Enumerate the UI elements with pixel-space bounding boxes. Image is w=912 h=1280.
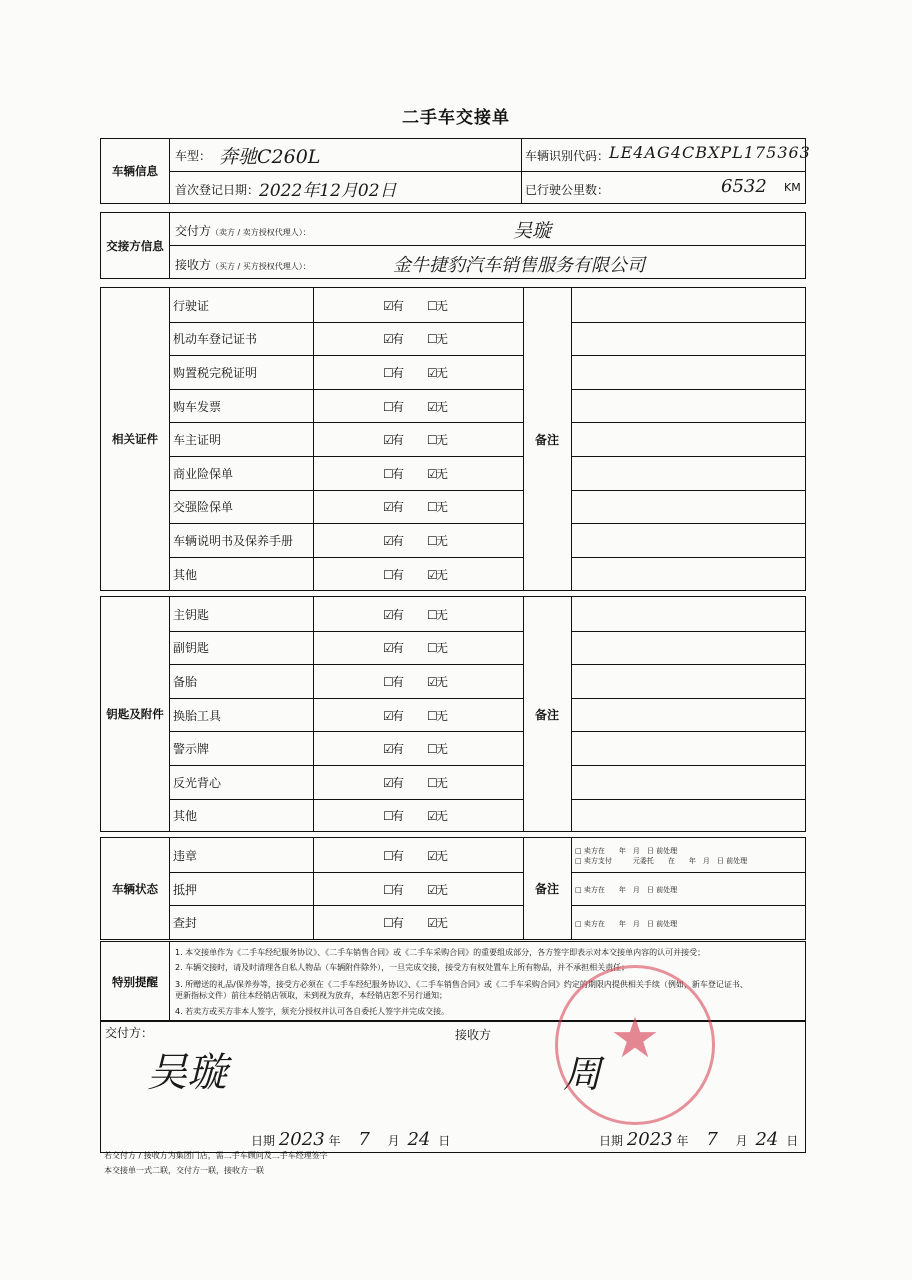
vin-label: 车辆识别代码： — [525, 149, 610, 163]
right-day-unit: 日 — [786, 1134, 799, 1148]
document-item-name: 交强险保单 — [173, 500, 234, 515]
checkbox-icon: ☐ — [427, 742, 438, 757]
checkbox-icon: ☑ — [383, 298, 394, 313]
key-no-checkbox[interactable] — [427, 606, 448, 623]
right-date — [599, 1129, 798, 1150]
row-divider — [169, 698, 523, 699]
deliverer-row — [175, 222, 311, 239]
row-divider — [169, 557, 523, 558]
checkbox-icon: ☑ — [383, 332, 394, 347]
vehicle-info-label: 车辆信息 — [101, 139, 170, 203]
no-label: 无 — [436, 708, 449, 723]
column-divider — [313, 838, 314, 939]
checkbox-icon: ☑ — [427, 882, 438, 897]
checkbox-icon: ☐ — [383, 675, 394, 689]
status-no-checkbox[interactable] — [427, 847, 448, 864]
remark-row-divider — [571, 765, 805, 766]
no-label: 无 — [436, 882, 449, 897]
checkbox-icon: ☑ — [383, 500, 394, 515]
remark-row-divider — [571, 664, 805, 665]
no-label: 无 — [436, 848, 449, 863]
document-yes-checkbox[interactable] — [383, 431, 404, 448]
checkbox-icon: ☐ — [427, 534, 438, 548]
key-no-checkbox[interactable] — [427, 807, 448, 824]
yes-label: 有 — [392, 809, 405, 824]
right-day: 24 — [755, 1129, 779, 1150]
page-title: 二手车交接单 — [402, 108, 510, 128]
row-divider — [169, 523, 523, 524]
yes-label: 有 — [392, 500, 405, 515]
checkbox-icon: ☑ — [383, 534, 394, 548]
remark-row-divider — [571, 631, 805, 632]
documents-label: 相关证件 — [101, 288, 170, 590]
column-divider — [571, 288, 572, 590]
yes-label: 有 — [392, 567, 405, 582]
row-divider — [169, 490, 523, 491]
receiver-label: 接收方 — [175, 258, 212, 272]
checkbox-icon: ☐ — [427, 500, 438, 515]
documents-section — [100, 287, 806, 591]
document-no-checkbox[interactable] — [427, 465, 448, 482]
document-item-name: 其他 — [173, 567, 198, 582]
receiver-sign-label: 接收方 — [455, 1028, 492, 1042]
yes-label: 有 — [392, 708, 405, 723]
special-label: 特别提醒 — [101, 942, 170, 1021]
right-month-unit: 月 — [735, 1134, 748, 1148]
vin-value: LE4AG4CBXPL175363 — [609, 143, 811, 162]
status-remark-3: □ 卖方在 年 月 日 前处理 — [575, 886, 678, 894]
column-divider — [571, 597, 572, 831]
checkbox-icon: ☑ — [383, 433, 394, 448]
yes-label: 有 — [392, 298, 405, 313]
key-item-name: 换胎工具 — [173, 708, 222, 723]
document-item-name: 购置税完税证明 — [173, 366, 258, 380]
yes-label: 有 — [392, 534, 405, 548]
document-yes-checkbox[interactable] — [383, 330, 404, 347]
key-item-name: 副钥匙 — [173, 641, 210, 656]
key-item-name: 主钥匙 — [173, 607, 210, 622]
left-date — [251, 1129, 450, 1150]
document-no-checkbox[interactable] — [427, 297, 448, 314]
special-line-4: 更新指标文件）前往本经销店领取，未到视为放弃，本经销店恕不另行通知； — [175, 991, 447, 1000]
keys-label: 钥匙及附件 — [101, 597, 170, 831]
row-divider — [169, 799, 523, 800]
mileage-value: 6532 — [721, 176, 767, 197]
row-divider — [169, 664, 523, 665]
deliverer-signature: 吴璇 — [147, 1050, 227, 1096]
document-yes-checkbox[interactable] — [383, 566, 404, 583]
remark-row-divider — [571, 698, 805, 699]
parties-label: 交接方信息 — [101, 213, 170, 278]
keys-section — [100, 596, 806, 832]
row-divider — [169, 355, 523, 356]
no-label: 无 — [436, 675, 449, 689]
checkbox-icon: ☐ — [427, 332, 438, 347]
yes-label: 有 — [392, 466, 405, 481]
row-divider — [169, 422, 523, 423]
key-no-checkbox[interactable] — [427, 740, 448, 757]
checkbox-icon: ☑ — [427, 366, 438, 380]
status-label: 车辆状态 — [101, 838, 170, 939]
key-yes-checkbox[interactable] — [383, 707, 404, 724]
yes-label: 有 — [392, 848, 405, 863]
row-divider — [169, 456, 523, 457]
keys-remarks-label: 备注 — [534, 707, 559, 722]
yes-label: 有 — [392, 433, 405, 448]
yes-label: 有 — [392, 882, 405, 897]
checkbox-icon: ☑ — [427, 675, 438, 689]
status-remarks-label: 备注 — [534, 882, 559, 896]
checkbox-icon: ☐ — [383, 567, 394, 582]
remark-row-divider — [571, 322, 805, 323]
documents-remarks-label: 备注 — [534, 432, 559, 447]
yes-label: 有 — [392, 366, 405, 380]
model-label: 车型： — [175, 149, 212, 163]
company-seal-stamp — [555, 965, 715, 1125]
checkbox-icon: ☐ — [427, 607, 438, 622]
left-date-label: 日期 — [251, 1134, 276, 1148]
key-no-checkbox[interactable] — [427, 707, 448, 724]
parties-section — [100, 212, 806, 279]
footer-line-1: 若交付方 / 接收方为集团门店，需二手车顾问及二手车经理签字 — [104, 1151, 328, 1160]
remark-row-divider — [571, 872, 805, 873]
column-divider — [571, 838, 572, 939]
document-no-checkbox[interactable] — [427, 498, 448, 515]
reg-date-value: 2022年12月02日 — [259, 181, 397, 201]
row-divider — [169, 245, 805, 246]
left-year-unit: 年 — [328, 1134, 341, 1148]
status-remark-1: □ 卖方在 年 月 日 前处理 — [575, 847, 678, 855]
checkbox-icon: ☐ — [427, 298, 438, 313]
remark-row-divider — [571, 905, 805, 906]
key-yes-checkbox[interactable] — [383, 673, 404, 690]
no-label: 无 — [436, 500, 449, 515]
special-line-2: 2. 车辆交接时，请及时清理各自私人物品（车辆附件除外），一旦完成交接，接受方有权处置车上所有物品，并不承担相关责任； — [175, 963, 630, 972]
checkbox-icon: ☐ — [427, 708, 438, 723]
no-label: 无 — [436, 399, 449, 414]
checkbox-icon: ☐ — [383, 882, 394, 897]
document-yes-checkbox[interactable] — [383, 398, 404, 415]
checkbox-icon: ☐ — [427, 775, 438, 790]
column-divider — [313, 288, 314, 590]
deliverer-sign-label: 交付方： — [105, 1026, 154, 1040]
remark-row-divider — [571, 490, 805, 491]
status-remark-4: □ 卖方在 年 月 日 前处理 — [575, 920, 678, 928]
row-divider — [169, 322, 523, 323]
deliverer-label: 交付方 — [175, 224, 212, 238]
left-year: 2023 — [278, 1129, 325, 1150]
document-item-name: 机动车登记证书 — [173, 332, 258, 347]
column-divider — [313, 597, 314, 831]
status-section — [100, 837, 806, 940]
yes-label: 有 — [392, 641, 405, 656]
deliverer-value: 吴璇 — [513, 220, 552, 242]
document-no-checkbox[interactable] — [427, 364, 448, 381]
special-line-5: 4. 若卖方或买方非本人签字，须充分授权并认可各自委托人签字并完成交接。 — [175, 1007, 450, 1016]
remark-row-divider — [571, 456, 805, 457]
status-item-name: 违章 — [173, 848, 198, 863]
key-no-checkbox[interactable] — [427, 673, 448, 690]
mileage-unit: KM — [784, 181, 801, 194]
document-item-name: 车辆说明书及保养手册 — [173, 534, 294, 548]
key-no-checkbox[interactable] — [427, 639, 448, 656]
document-no-checkbox[interactable] — [427, 330, 448, 347]
status-remark-2: □ 卖方支付 元委托 在 年 月 日 前处理 — [575, 857, 748, 865]
document-yes-checkbox[interactable] — [383, 465, 404, 482]
no-label: 无 — [436, 916, 449, 931]
document-no-checkbox[interactable] — [427, 431, 448, 448]
mileage-label: 已行驶公里数： — [525, 183, 610, 197]
remark-row-divider — [571, 731, 805, 732]
left-month-unit: 月 — [387, 1134, 400, 1148]
yes-label: 有 — [392, 399, 405, 414]
right-year: 2023 — [626, 1129, 673, 1150]
checkbox-icon: ☑ — [427, 916, 438, 931]
receiver-note: （买方 / 买方授权代理人）： — [211, 262, 311, 271]
receiver-signature: 周 — [563, 1052, 602, 1096]
right-month: 7 — [706, 1129, 718, 1150]
left-day-unit: 日 — [438, 1134, 451, 1148]
key-item-name: 其他 — [173, 809, 198, 824]
row-divider — [169, 171, 805, 172]
checkbox-icon: ☑ — [427, 848, 438, 863]
row-divider — [169, 731, 523, 732]
checkbox-icon: ☐ — [383, 399, 394, 414]
document-item-name: 购车发票 — [173, 399, 222, 414]
yes-label: 有 — [392, 916, 405, 931]
document-item-name: 行驶证 — [173, 298, 210, 313]
yes-label: 有 — [392, 607, 405, 622]
status-item-name: 抵押 — [173, 882, 198, 897]
remark-row-divider — [571, 799, 805, 800]
checkbox-icon: ☑ — [383, 742, 394, 757]
no-label: 无 — [436, 366, 449, 380]
checkbox-icon: ☑ — [383, 641, 394, 656]
checkbox-icon: ☑ — [427, 466, 438, 481]
no-label: 无 — [436, 641, 449, 656]
status-no-checkbox[interactable] — [427, 914, 448, 931]
row-divider — [169, 389, 523, 390]
row-divider — [169, 872, 523, 873]
checkbox-icon: ☐ — [383, 916, 394, 931]
left-month: 7 — [358, 1129, 370, 1150]
receiver-value: 金牛捷豹汽车销售服务有限公司 — [393, 255, 645, 276]
checkbox-icon: ☐ — [383, 466, 394, 481]
status-no-checkbox[interactable] — [427, 881, 448, 898]
no-label: 无 — [436, 332, 449, 347]
receiver-row — [175, 256, 311, 273]
seal-star-icon: ★ — [609, 1006, 661, 1071]
yes-label: 有 — [392, 742, 405, 757]
document-no-checkbox[interactable] — [427, 398, 448, 415]
remark-row-divider — [571, 523, 805, 524]
document-no-checkbox[interactable] — [427, 532, 448, 549]
key-item-name: 警示牌 — [173, 742, 210, 757]
checkbox-icon: ☑ — [383, 708, 394, 723]
document-yes-checkbox[interactable] — [383, 297, 404, 314]
checkbox-icon: ☐ — [383, 366, 394, 380]
no-label: 无 — [436, 809, 449, 824]
document-yes-checkbox[interactable] — [383, 498, 404, 515]
key-yes-checkbox[interactable] — [383, 807, 404, 824]
key-no-checkbox[interactable] — [427, 774, 448, 791]
model-value: 奔驰C260L — [219, 146, 321, 168]
right-date-label: 日期 — [599, 1134, 624, 1148]
checkbox-icon: ☑ — [383, 775, 394, 790]
deliverer-note: （卖方 / 卖方授权代理人）： — [211, 228, 311, 237]
status-yes-checkbox[interactable] — [383, 914, 404, 931]
yes-label: 有 — [392, 675, 405, 689]
footer-line-2: 本交接单一式二联，交付方一联，接收方一联 — [104, 1166, 264, 1175]
row-divider — [169, 905, 523, 906]
remark-row-divider — [571, 389, 805, 390]
checkbox-icon: ☐ — [383, 848, 394, 863]
special-line-1: 1. 本交接单作为《二手车经纪服务协议》、《二手车销售合同》或《二手车采购合同》的重要组成部分，各方签字即表示对本交接单内容的认可并接受； — [175, 948, 706, 957]
status-yes-checkbox[interactable] — [383, 847, 404, 864]
remark-row-divider — [571, 557, 805, 558]
no-label: 无 — [436, 775, 449, 790]
no-label: 无 — [436, 567, 449, 582]
key-yes-checkbox[interactable] — [383, 774, 404, 791]
remark-row-divider — [571, 355, 805, 356]
no-label: 无 — [436, 433, 449, 448]
right-year-unit: 年 — [676, 1134, 689, 1148]
column-divider — [521, 139, 522, 203]
row-divider — [169, 631, 523, 632]
yes-label: 有 — [392, 775, 405, 790]
key-item-name: 反光背心 — [173, 775, 222, 790]
key-yes-checkbox[interactable] — [383, 606, 404, 623]
key-yes-checkbox[interactable] — [383, 639, 404, 656]
document-item-name: 商业险保单 — [173, 466, 234, 481]
checkbox-icon: ☐ — [383, 809, 394, 824]
checkbox-icon: ☑ — [383, 607, 394, 622]
status-yes-checkbox[interactable] — [383, 881, 404, 898]
row-divider — [169, 765, 523, 766]
key-yes-checkbox[interactable] — [383, 740, 404, 757]
no-label: 无 — [436, 534, 449, 548]
checkbox-icon: ☐ — [427, 433, 438, 448]
yes-label: 有 — [392, 332, 405, 347]
special-line-3: 3. 所赠送的礼品/保养券等，接受方必须在《二手车经纪服务协议》、《二手车销售合同》或《二手车采购合同》约定的期限内提供相关手续（例如，新车登记证书、 — [175, 980, 748, 989]
document-yes-checkbox[interactable] — [383, 364, 404, 381]
no-label: 无 — [436, 298, 449, 313]
document-item-name: 车主证明 — [173, 433, 222, 448]
document-yes-checkbox[interactable] — [383, 532, 404, 549]
left-day: 24 — [407, 1129, 431, 1150]
checkbox-icon: ☑ — [427, 399, 438, 414]
checkbox-icon: ☑ — [427, 567, 438, 582]
status-item-name: 查封 — [173, 916, 198, 931]
checkbox-icon: ☐ — [427, 641, 438, 656]
no-label: 无 — [436, 607, 449, 622]
key-item-name: 备胎 — [173, 675, 198, 689]
checkbox-icon: ☑ — [427, 809, 438, 824]
reg-date-label: 首次登记日期： — [175, 183, 260, 197]
no-label: 无 — [436, 742, 449, 757]
document-no-checkbox[interactable] — [427, 566, 448, 583]
vehicle-info-section — [100, 138, 811, 204]
remark-row-divider — [571, 422, 805, 423]
no-label: 无 — [436, 466, 449, 481]
